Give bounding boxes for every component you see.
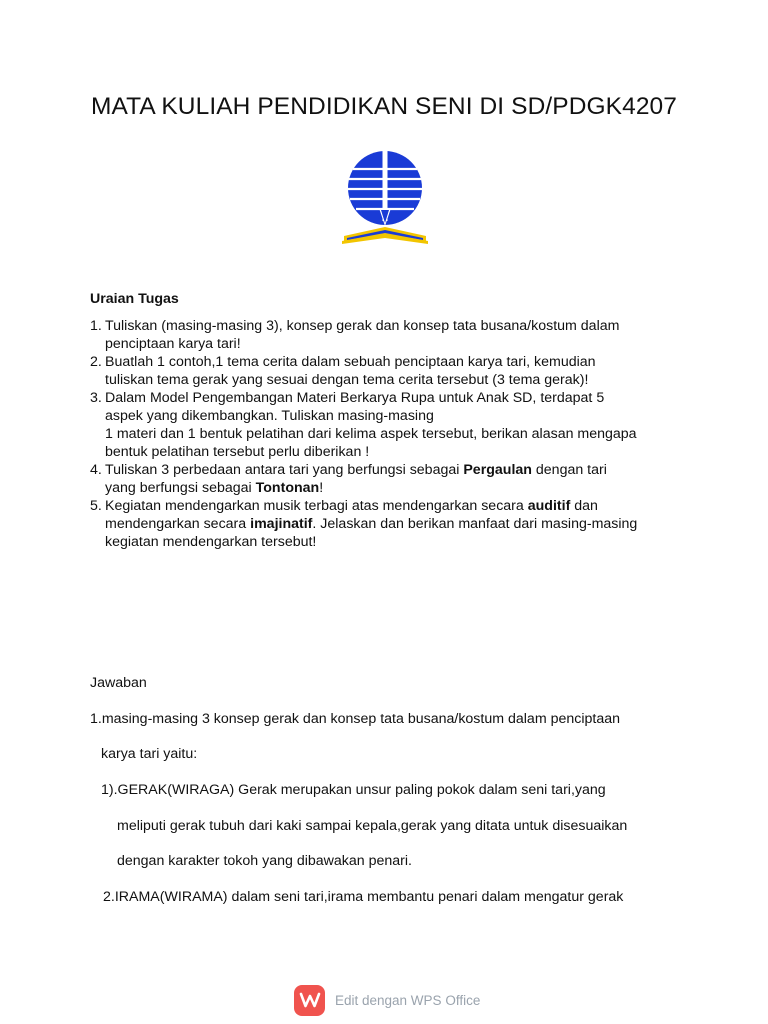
task-line: 1 materi dan 1 bentuk pelatihan dari kelima aspek tersebut, berikan alasan mengapa	[105, 426, 637, 442]
task-number: 2.	[90, 354, 102, 370]
task-heading: Uraian Tugas	[90, 291, 179, 307]
answer-heading: Jawaban	[90, 675, 147, 691]
wps-edit-label: Edit dengan WPS Office	[335, 992, 481, 1008]
task-keyword: Tontonan	[255, 480, 320, 496]
task-text: . Jelaskan dan berikan manfaat dari masing-masing	[312, 516, 638, 532]
wps-office-icon	[294, 985, 325, 1016]
task-item-5	[90, 497, 690, 551]
task-number: 4.	[90, 462, 102, 478]
task-line	[105, 497, 690, 515]
task-number: 3.	[90, 390, 102, 406]
task-text: !	[319, 480, 324, 496]
task-line: aspek yang dikembangkan. Tuliskan masing-masing	[105, 408, 434, 424]
answer-line: 1).GERAK(WIRAGA) Gerak merupakan unsur paling pokok dalam seni tari,yang	[101, 782, 606, 798]
wps-edit-link[interactable]	[294, 984, 480, 1016]
task-text: Kegiatan mendengarkan musik terbagi atas mendengarkan secara	[105, 498, 528, 514]
ut-university-logo-icon	[341, 150, 429, 245]
document-title: MATA KULIAH PENDIDIKAN SENI DI SD/PDGK4207	[90, 93, 677, 120]
answer-line: meliputi gerak tubuh dari kaki sampai kepala,gerak yang ditata untuk disesuaikan	[117, 818, 628, 834]
task-line: Buatlah 1 contoh,1 tema cerita dalam sebuah penciptaan karya tari, kemudian	[105, 354, 596, 370]
answer-line: dengan karakter tokoh yang dibawakan penari.	[117, 853, 412, 869]
task-line	[105, 461, 690, 479]
task-item-4	[90, 461, 690, 497]
task-item-3	[90, 389, 690, 461]
task-text: mendengarkan secara	[105, 516, 251, 532]
task-number: 1.	[90, 318, 102, 334]
task-section	[90, 290, 690, 551]
task-text: Tuliskan 3 perbedaan antara tari yang berfungsi sebagai	[105, 462, 464, 478]
task-keyword: Pergaulan	[463, 462, 532, 478]
task-line: kegiatan mendengarkan tersebut!	[105, 534, 317, 550]
task-line: bentuk pelatihan tersebut perlu diberikan !	[105, 444, 370, 460]
task-line	[105, 515, 690, 533]
task-line	[105, 479, 690, 497]
task-item-1	[90, 317, 690, 353]
answer-line: 1.masing-masing 3 konsep gerak dan konsep tata busana/kostum dalam penciptaan	[90, 711, 620, 727]
answer-line: karya tari yaitu:	[101, 746, 198, 762]
task-keyword: imajinatif	[250, 516, 313, 532]
task-text: dengan tari	[531, 462, 607, 478]
task-number: 5.	[90, 498, 102, 514]
answer-line: 2.IRAMA(WIRAMA) dalam seni tari,irama membantu penari dalam mengatur gerak	[103, 889, 624, 905]
task-item-2	[90, 353, 690, 389]
task-list	[90, 317, 690, 551]
task-line: penciptaan karya tari!	[105, 336, 241, 352]
task-line: Tuliskan (masing-masing 3), konsep gerak dan konsep tata busana/kostum dalam	[105, 318, 620, 334]
task-text: dan	[570, 498, 598, 514]
task-text: yang berfungsi sebagai	[105, 480, 256, 496]
task-line: Dalam Model Pengembangan Materi Berkarya Rupa untuk Anak SD, terdapat 5	[105, 390, 605, 406]
task-line: tuliskan tema gerak yang sesuai dengan tema cerita tersebut (3 tema gerak)!	[105, 372, 589, 388]
task-keyword: auditif	[527, 498, 571, 514]
